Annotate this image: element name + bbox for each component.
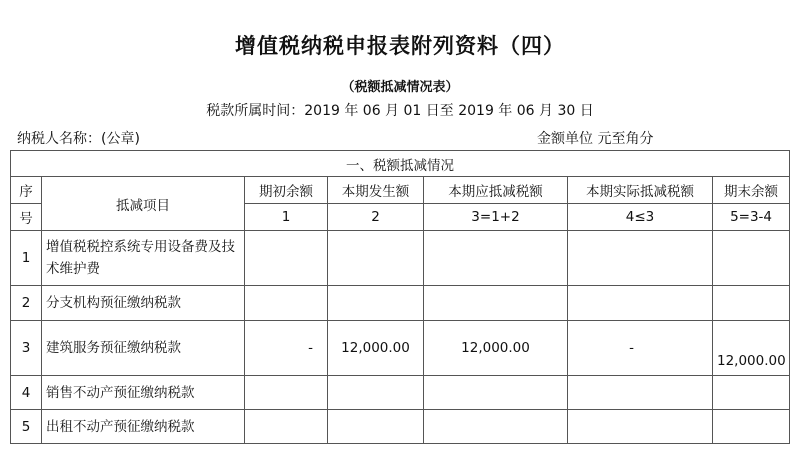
row-opening [245, 376, 328, 410]
row-closing: 12,000.00 [713, 321, 790, 376]
row-actual [568, 231, 713, 286]
tax-period-label: 税款所属时间： [206, 103, 305, 119]
taxpayer-name-label: 纳税人名称：(公章) [17, 131, 140, 147]
row-item: 出租不动产预征缴纳税款 [42, 410, 245, 444]
row-no: 4 [11, 376, 42, 410]
col-code-closing: 5=3-4 [713, 204, 790, 231]
tax-period [0, 100, 800, 120]
table-row [11, 286, 790, 321]
row-closing [713, 286, 790, 321]
row-item: 增值税税控系统专用设备费及技术维护费 [42, 231, 245, 286]
row-closing [713, 410, 790, 444]
row-no: 5 [11, 410, 42, 444]
row-deductible [424, 231, 568, 286]
row-deductible: 12,000.00 [424, 321, 568, 376]
row-opening [245, 286, 328, 321]
row-actual: - [568, 321, 713, 376]
row-item: 分支机构预征缴纳税款 [42, 286, 245, 321]
section-title: 一、税额抵减情况 [11, 151, 790, 177]
row-deductible [424, 410, 568, 444]
row-opening: - [245, 321, 328, 376]
col-header-actual: 本期实际抵减税额 [568, 177, 713, 204]
row-opening [245, 231, 328, 286]
row-item: 销售不动产预征缴纳税款 [42, 376, 245, 410]
col-header-opening: 期初余额 [245, 177, 328, 204]
table-row [11, 321, 790, 376]
table-row [11, 376, 790, 410]
row-closing [713, 376, 790, 410]
col-code-actual: 4≤3 [568, 204, 713, 231]
seq-header-top: 序 [11, 177, 42, 204]
row-no: 3 [11, 321, 42, 376]
row-incurred [328, 410, 424, 444]
item-header: 抵减项目 [42, 177, 245, 231]
tax-deduction-table [10, 150, 790, 444]
amount-unit-label: 金额单位 元至角分 [537, 131, 654, 147]
row-closing [713, 231, 790, 286]
table-row [11, 231, 790, 286]
row-incurred [328, 286, 424, 321]
col-header-deductible: 本期应抵减税额 [424, 177, 568, 204]
tax-period-value: 2019 年 06 月 01 日至 2019 年 06 月 30 日 [304, 103, 594, 119]
col-header-closing: 期末余额 [713, 177, 790, 204]
col-header-incurred: 本期发生额 [328, 177, 424, 204]
row-no: 1 [11, 231, 42, 286]
col-code-incurred: 2 [328, 204, 424, 231]
row-incurred [328, 376, 424, 410]
row-deductible [424, 376, 568, 410]
col-code-opening: 1 [245, 204, 328, 231]
form-subtitle: （税额抵减情况表） [341, 80, 459, 95]
row-actual [568, 376, 713, 410]
seq-header-bottom: 号 [11, 204, 42, 231]
row-actual [568, 410, 713, 444]
form-title: 增值税纳税申报表附列资料（四） [235, 34, 565, 58]
row-actual [568, 286, 713, 321]
row-opening [245, 410, 328, 444]
row-incurred [328, 231, 424, 286]
col-code-deductible: 3=1+2 [424, 204, 568, 231]
table-row [11, 410, 790, 444]
row-incurred: 12,000.00 [328, 321, 424, 376]
row-no: 2 [11, 286, 42, 321]
row-deductible [424, 286, 568, 321]
row-item: 建筑服务预征缴纳税款 [42, 321, 245, 376]
